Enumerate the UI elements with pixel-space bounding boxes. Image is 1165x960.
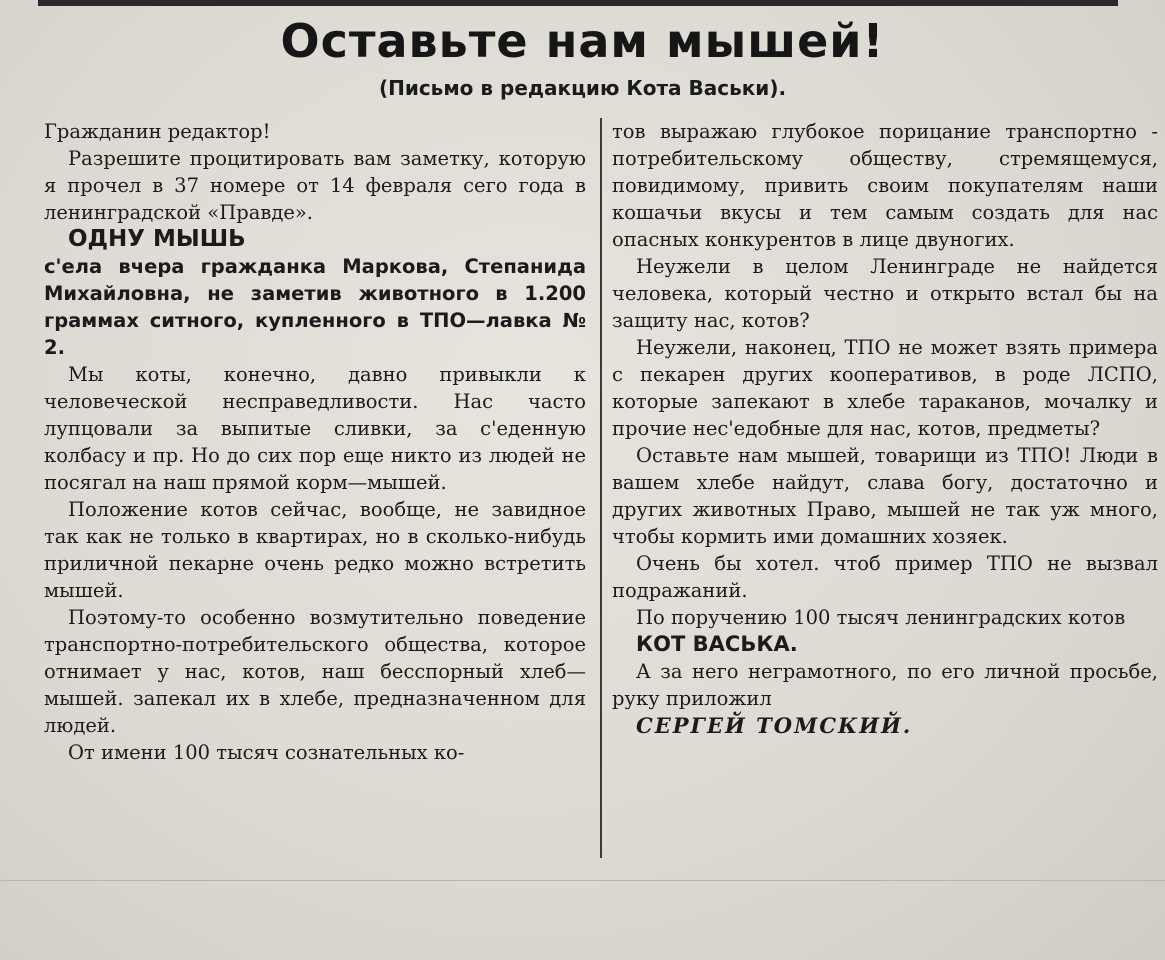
intro-paragraph: Разрешите процитировать вам заметку, которую я прочел в 37 номере от 14 февраля сего года в ленинградской «Правде».: [44, 147, 586, 224]
paragraph-4: От имени 100 тысяч сознательных ко-: [68, 741, 465, 764]
postscript: А за него неграмотного, по его личной просьбе, руку приложил: [612, 660, 1158, 710]
paragraph-1: Мы коты, конечно, давно привыкли к человеческой несправедливости. Нас часто лупцовали за выпитые сливки, за с'еденную колбасу и пр. Но до сих пор еще никто из людей не посягал на наш прямой корм—мышей.: [44, 363, 586, 494]
right-paragraph-6: По поручению 100 тысяч ленинградских котов: [636, 606, 1126, 629]
signature-tomsky: СЕРГЕЙ ТОМСКИЙ.: [636, 713, 913, 738]
column-divider: [600, 118, 602, 858]
paragraph-3: Поэтому-то особенно возмутительно поведение транспортно-потребительского общества, которое отнимает у нас, котов, наш бесспорный хлеб—мышей. запекал их в хлебе, предназначенном для людей.: [44, 606, 586, 737]
quote-text: [44, 253, 586, 361]
bottom-edge: [0, 880, 1165, 881]
right-paragraph-2: Неужели в целом Ленинграде не найдется человека, который честно и открыто встал бы на защиту нас, котов?: [612, 255, 1158, 332]
quote-bold-1: с'ела вчера гражданка Маркова, Степанида Михайловна, не заметив животного: [44, 255, 586, 305]
right-paragraph-3: Неужели, наконец, ТПО не может взять примера с пекарен других кооперативов, в роде ЛСПО, которые запекают в хлебе тараканов, мочалку и прочие нес'едобные для нас, котов, предметы?: [612, 336, 1158, 440]
right-column: [612, 118, 1158, 739]
quote-bold-2: в 1.200 граммах ситного, купленного в ТПО—лавка № 2.: [44, 282, 586, 359]
headline: Оставьте нам мышей!: [280, 14, 885, 68]
right-paragraph-4: Оставьте нам мышей, товарищи из ТПО! Люди в вашем хлебе найдут, слава богу, достаточно и других животных Право, мышей не так уж много, чтобы кормить ими домашних хозяек.: [612, 444, 1158, 548]
subheadline: (Письмо в редакцию Кота Васьки).: [378, 76, 787, 100]
left-column: [44, 118, 586, 766]
right-paragraph-5: Очень бы хотел. чтоб пример ТПО не вызвал подражаний.: [612, 552, 1158, 602]
signature-kot-vaska: КОТ ВАСЬКА.: [636, 632, 798, 656]
paragraph-2: Положение котов сейчас, вообще, не завидное так как не только в квартирах, но в сколько-нибудь приличной пекарне очень редко можно встретить мышей.: [44, 498, 586, 602]
right-paragraph-1: тов выражаю глубокое порицание транспортно - потребительскому обществу, стремящемуся, повидимому, привить своим покупателям наши кошачьи вкусы и тем самым создать для нас опасных конкурентов в лице двуногих.: [612, 120, 1158, 251]
top-rule: [38, 0, 1118, 6]
quote-title: ОДНУ МЫШЬ: [68, 226, 246, 252]
greeting: Гражданин редактор!: [44, 120, 271, 143]
